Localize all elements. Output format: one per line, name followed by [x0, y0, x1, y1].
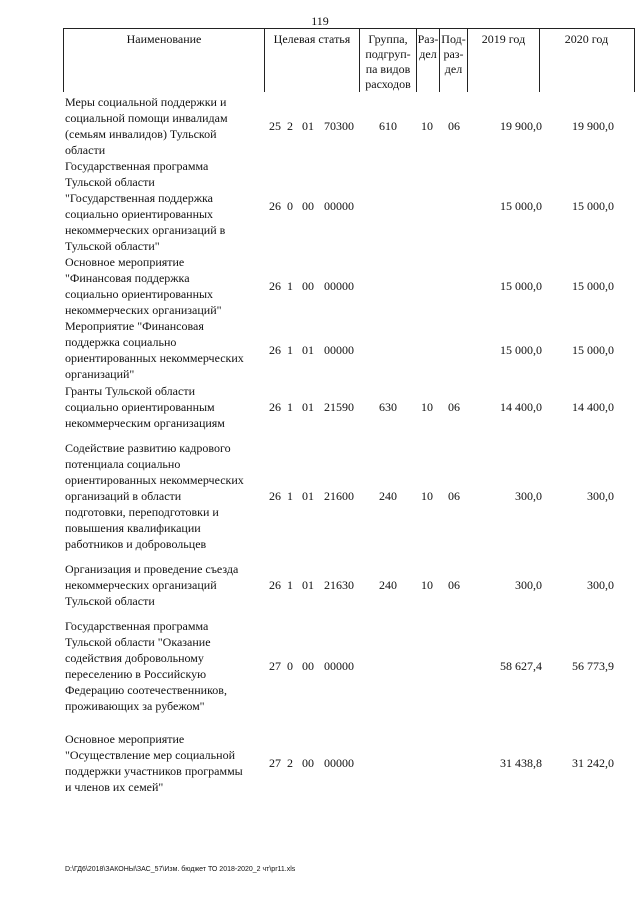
code-subprogram: 0: [287, 199, 293, 213]
code-direction: 00000: [324, 659, 354, 673]
header-target: Целевая статья: [273, 32, 351, 46]
code-direction: 70300: [324, 119, 354, 133]
code-direction: 00000: [324, 756, 354, 770]
row-name: Меры социальной поддержки и социальной помощи инвалидам (семьям инвалидов) Тульской области: [65, 95, 228, 157]
row-name: Организация и проведение съезда некоммерческих организаций Тульской области: [65, 562, 239, 608]
amount-2020: 15 000,0: [572, 279, 614, 293]
table-header: [63, 28, 635, 92]
amount-2019: 14 400,0: [500, 400, 542, 414]
code-event: 01: [302, 489, 314, 503]
amount-2019: 300,0: [515, 489, 542, 503]
code-program: 26: [269, 199, 281, 213]
file-path-footer: D:\ГД6\2018\ЗАКОНЫ\ЗАС_57\Изм. бюджет ТО 2018-2020_2 чт\pr11.xls: [65, 866, 296, 873]
amount-2020: 56 773,9: [572, 659, 614, 673]
code-program: 25: [269, 119, 281, 133]
code-event: 00: [302, 659, 314, 673]
code-subprogram: 1: [287, 279, 293, 293]
amount-2019: 15 000,0: [500, 343, 542, 357]
code-direction: 21600: [324, 489, 354, 503]
row-name: Государственная программа Тульской области "Государственная поддержка социально ориентированных некоммерческих организаций в Тульской области": [65, 159, 226, 253]
code-subprogram: 0: [287, 659, 293, 673]
razdel: 10: [421, 119, 433, 133]
code-program: 27: [269, 659, 281, 673]
amount-2019: 31 438,8: [500, 756, 542, 770]
code-event: 01: [302, 343, 314, 357]
amount-2020: 15 000,0: [572, 199, 614, 213]
row-name: Мероприятие "Финансовая поддержка социально ориентированных некоммерческих организаций": [65, 319, 244, 381]
row-name: Гранты Тульской области социально ориентированным некоммерческим организациям: [65, 384, 225, 430]
expense-group: 240: [379, 489, 397, 503]
amount-2019: 15 000,0: [500, 199, 542, 213]
code-event: 01: [302, 119, 314, 133]
code-direction: 00000: [324, 199, 354, 213]
row-name: Основное мероприятие "Финансовая поддержка социально ориентированных некоммерческих организаций": [65, 255, 222, 317]
code-event: 00: [302, 279, 314, 293]
code-program: 26: [269, 489, 281, 503]
header-group: Группа, подгруп- па видов расходов: [365, 32, 411, 91]
amount-2020: 19 900,0: [572, 119, 614, 133]
razdel: 10: [421, 489, 433, 503]
code-program: 26: [269, 578, 281, 592]
amount-2019: 300,0: [515, 578, 542, 592]
code-program: 27: [269, 756, 281, 770]
code-subprogram: 1: [287, 400, 293, 414]
expense-group: 630: [379, 400, 397, 414]
podrazdel: 06: [448, 119, 460, 133]
code-program: 26: [269, 400, 281, 414]
code-subprogram: 2: [287, 119, 293, 133]
code-subprogram: 2: [287, 756, 293, 770]
code-subprogram: 1: [287, 578, 293, 592]
amount-2019: 58 627,4: [500, 659, 542, 673]
row-name: Содействие развитию кадрового потенциала социально ориентированных некоммерческих организаций в области подготовки, переподготовки и повышения квалификации работников и добровольцев: [65, 441, 244, 551]
header-2020: 2020 год: [564, 32, 609, 46]
code-subprogram: 1: [287, 489, 293, 503]
code-direction: 21630: [324, 578, 354, 592]
header-subsection: Под- раз- дел: [441, 32, 466, 76]
row-name: Государственная программа Тульской области "Оказание содействия добровольному переселению в Российскую Федерацию соотечественников, проживающих за рубежом": [65, 619, 227, 713]
amount-2020: 300,0: [587, 489, 614, 503]
amount-2020: 14 400,0: [572, 400, 614, 414]
podrazdel: 06: [448, 578, 460, 592]
code-direction: 00000: [324, 279, 354, 293]
code-event: 01: [302, 400, 314, 414]
expense-group: 240: [379, 578, 397, 592]
page-number: 119: [311, 14, 329, 28]
amount-2020: 31 242,0: [572, 756, 614, 770]
amount-2019: 19 900,0: [500, 119, 542, 133]
code-event: 00: [302, 756, 314, 770]
row-name: Основное мероприятие "Осуществление мер социальной поддержки участников программы и членов их семей": [65, 732, 243, 794]
podrazdel: 06: [448, 489, 460, 503]
code-program: 26: [269, 343, 281, 357]
header-2019: 2019 год: [481, 32, 526, 46]
podrazdel: 06: [448, 400, 460, 414]
code-subprogram: 1: [287, 343, 293, 357]
code-event: 00: [302, 199, 314, 213]
code-event: 01: [302, 578, 314, 592]
code-program: 26: [269, 279, 281, 293]
header-section: Раз- дел: [417, 32, 439, 61]
amount-2020: 300,0: [587, 578, 614, 592]
header-name: Наименование: [126, 32, 202, 46]
razdel: 10: [421, 400, 433, 414]
razdel: 10: [421, 578, 433, 592]
amount-2020: 15 000,0: [572, 343, 614, 357]
code-direction: 00000: [324, 343, 354, 357]
amount-2019: 15 000,0: [500, 279, 542, 293]
code-direction: 21590: [324, 400, 354, 414]
expense-group: 610: [379, 119, 397, 133]
